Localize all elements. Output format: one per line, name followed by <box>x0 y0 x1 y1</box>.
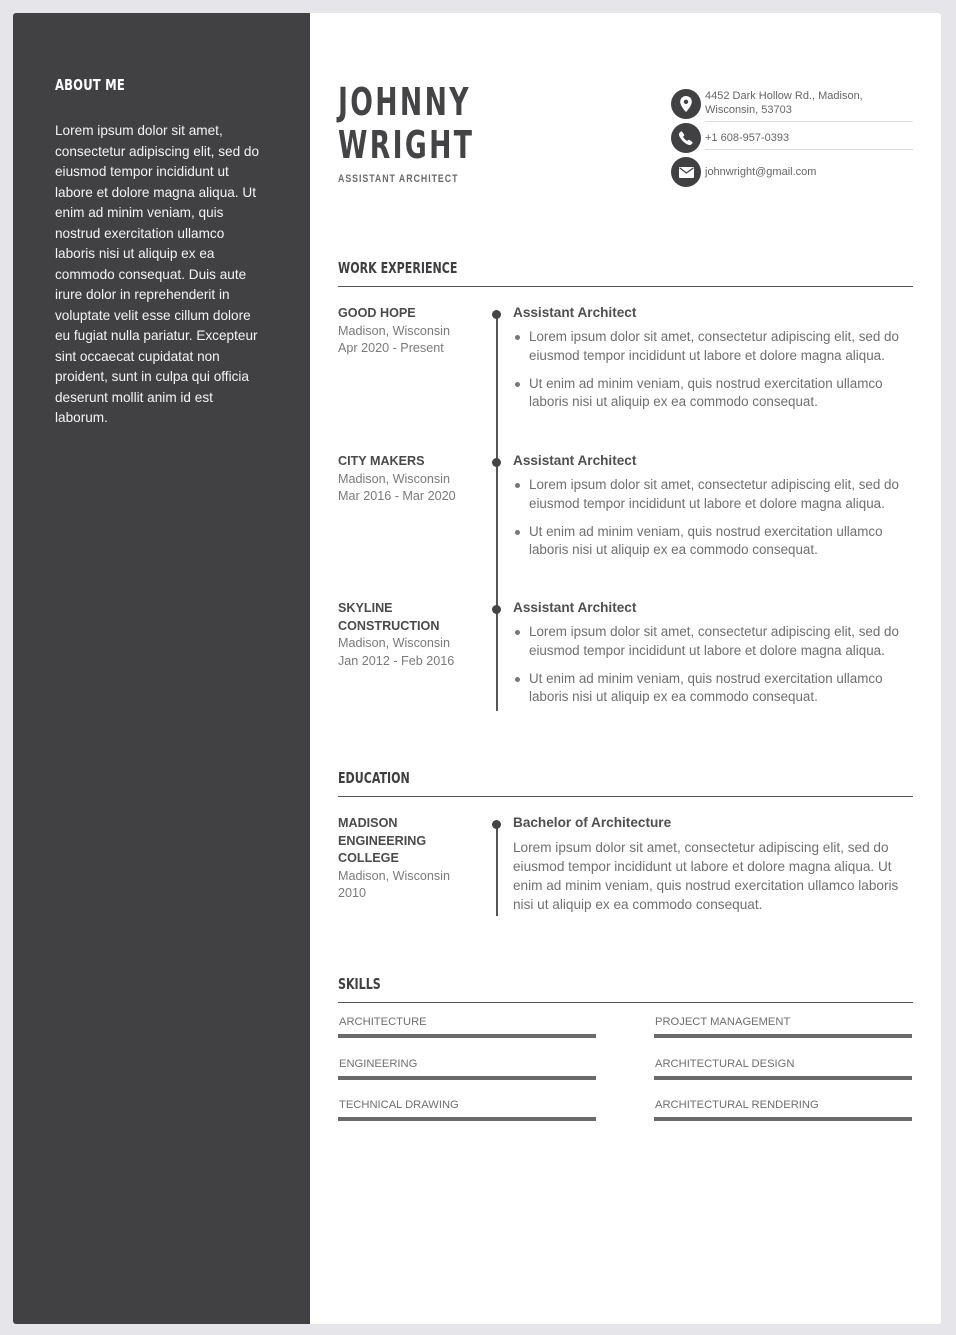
employment-dates: Apr 2020 - Present <box>338 341 444 355</box>
work-entry-meta <box>338 600 478 670</box>
work-timeline-line <box>496 314 498 711</box>
duties-list <box>513 623 913 707</box>
position-title: Assistant Architect <box>513 453 637 468</box>
skills-rule <box>338 1002 913 1003</box>
company-location: Madison, Wisconsin <box>338 636 450 650</box>
school-name: MADISON ENGINEERING COLLEGE <box>338 816 427 865</box>
school-location: Madison, Wisconsin <box>338 868 450 883</box>
main-content <box>338 13 913 1324</box>
skill-bar <box>654 1076 912 1080</box>
education-rule <box>338 796 913 797</box>
phone-text[interactable]: +1 608-957-0393 <box>705 127 913 150</box>
duties-list <box>513 328 913 412</box>
candidate-name <box>338 81 474 167</box>
contact-block <box>671 85 913 186</box>
phone-icon <box>671 123 701 153</box>
work-experience-rule <box>338 286 913 287</box>
position-title: Assistant Architect <box>513 305 637 320</box>
timeline-dot <box>492 310 501 319</box>
skill-item <box>338 1099 596 1121</box>
skill-item <box>654 1016 912 1038</box>
skill-bar <box>338 1034 596 1038</box>
skill-item <box>338 1058 596 1080</box>
skill-item <box>338 1016 596 1038</box>
work-entry-details <box>513 305 913 421</box>
about-me-heading: ABOUT ME <box>55 76 125 94</box>
skill-label: ARCHITECTURAL DESIGN <box>655 1058 795 1070</box>
skill-item <box>654 1099 912 1121</box>
duty-item: Ut enim ad minim veniam, quis nostrud exercitation ullamco laboris nisi ut aliquip ex ea commodo consequat. <box>513 375 913 413</box>
duty-item: Lorem ipsum dolor sit amet, consectetur adipiscing elit, sed do eiusmod tempor incididunt ut labore et dolore magna aliqua. <box>513 623 913 661</box>
resume-page <box>13 13 941 1324</box>
address-text: 4452 Dark Hollow Rd., Madison, Wisconsin, 53703 <box>705 85 913 122</box>
education-details <box>513 815 913 914</box>
work-entry-meta <box>338 305 478 358</box>
duty-item: Ut enim ad minim veniam, quis nostrud exercitation ullamco laboris nisi ut aliquip ex ea commodo consequat. <box>513 523 913 561</box>
timeline-dot <box>492 820 501 829</box>
about-me-text: Lorem ipsum dolor sit amet, consectetur adipiscing elit, sed do eiusmod tempor incididunt ut labore et dolore magna aliqua. Ut enim ad minim veniam, quis nostrud exercitation ullamco laboris nisi ut aliquip ex ea commodo consequat. Duis aute irure dolor in reprehenderit in voluptate velit esse cillum dolore eu fugiat nulla pariatur. Excepteur sint occaecat cupidatat non proident, sunt in culpa qui officia deserunt mollit anim id est laborum. <box>55 123 260 425</box>
last-name: WRIGHT <box>338 123 475 167</box>
education-description: Lorem ipsum dolor sit amet, consectetur adipiscing elit, sed do eiusmod tempor incididunt ut labore et dolore magna aliqua. Ut enim ad minim veniam, quis nostrud exercitation ullamco laboris nisi ut aliquip ex ea commodo consequat. <box>513 840 899 912</box>
company-name: GOOD HOPE <box>338 306 416 320</box>
job-title: ASSISTANT ARCHITECT <box>338 173 459 185</box>
work-entry-details <box>513 600 913 716</box>
skill-label: ARCHITECTURAL RENDERING <box>655 1099 819 1111</box>
contact-address <box>671 85 913 122</box>
graduation-year: 2010 <box>338 886 367 900</box>
skill-label: TECHNICAL DRAWING <box>339 1099 459 1111</box>
timeline-dot <box>492 458 501 467</box>
company-location: Madison, Wisconsin <box>338 323 450 338</box>
sidebar <box>13 13 310 1324</box>
skill-label: ENGINEERING <box>339 1058 418 1070</box>
education-heading: EDUCATION <box>338 769 410 787</box>
employment-dates: Mar 2016 - Mar 2020 <box>338 489 456 503</box>
timeline-dot <box>492 605 501 614</box>
duty-item: Lorem ipsum dolor sit amet, consectetur adipiscing elit, sed do eiusmod tempor incididunt ut labore et dolore magna aliqua. <box>513 476 913 514</box>
work-entry-meta <box>338 453 478 506</box>
skill-bar <box>338 1117 596 1121</box>
location-pin-icon <box>671 89 701 119</box>
education-timeline-line <box>496 824 498 916</box>
first-name: JOHNNY <box>338 80 471 124</box>
employment-dates: Jan 2012 - Feb 2016 <box>338 653 455 668</box>
skill-label: ARCHITECTURE <box>339 1016 427 1028</box>
work-entry-details <box>513 453 913 569</box>
duty-item: Lorem ipsum dolor sit amet, consectetur adipiscing elit, sed do eiusmod tempor incididunt ut labore et dolore magna aliqua. <box>513 328 913 366</box>
skills-heading: SKILLS <box>338 975 381 993</box>
email-text[interactable]: johnwright@gmail.com <box>705 166 817 178</box>
skill-bar <box>654 1117 912 1121</box>
duties-list <box>513 476 913 560</box>
skill-item <box>654 1058 912 1080</box>
envelope-icon <box>671 157 701 187</box>
company-name: SKYLINE CONSTRUCTION <box>338 601 440 633</box>
company-location: Madison, Wisconsin <box>338 471 450 486</box>
company-name: CITY MAKERS <box>338 454 425 468</box>
duty-item: Ut enim ad minim veniam, quis nostrud exercitation ullamco laboris nisi ut aliquip ex ea commodo consequat. <box>513 670 913 708</box>
skill-bar <box>654 1034 912 1038</box>
contact-phone <box>671 124 913 152</box>
work-experience-heading: WORK EXPERIENCE <box>338 259 458 277</box>
position-title: Assistant Architect <box>513 600 637 615</box>
contact-email <box>671 158 913 186</box>
skill-bar <box>338 1076 596 1080</box>
education-meta <box>338 815 478 903</box>
skill-label: PROJECT MANAGEMENT <box>655 1016 791 1028</box>
degree-title: Bachelor of Architecture <box>513 815 672 830</box>
